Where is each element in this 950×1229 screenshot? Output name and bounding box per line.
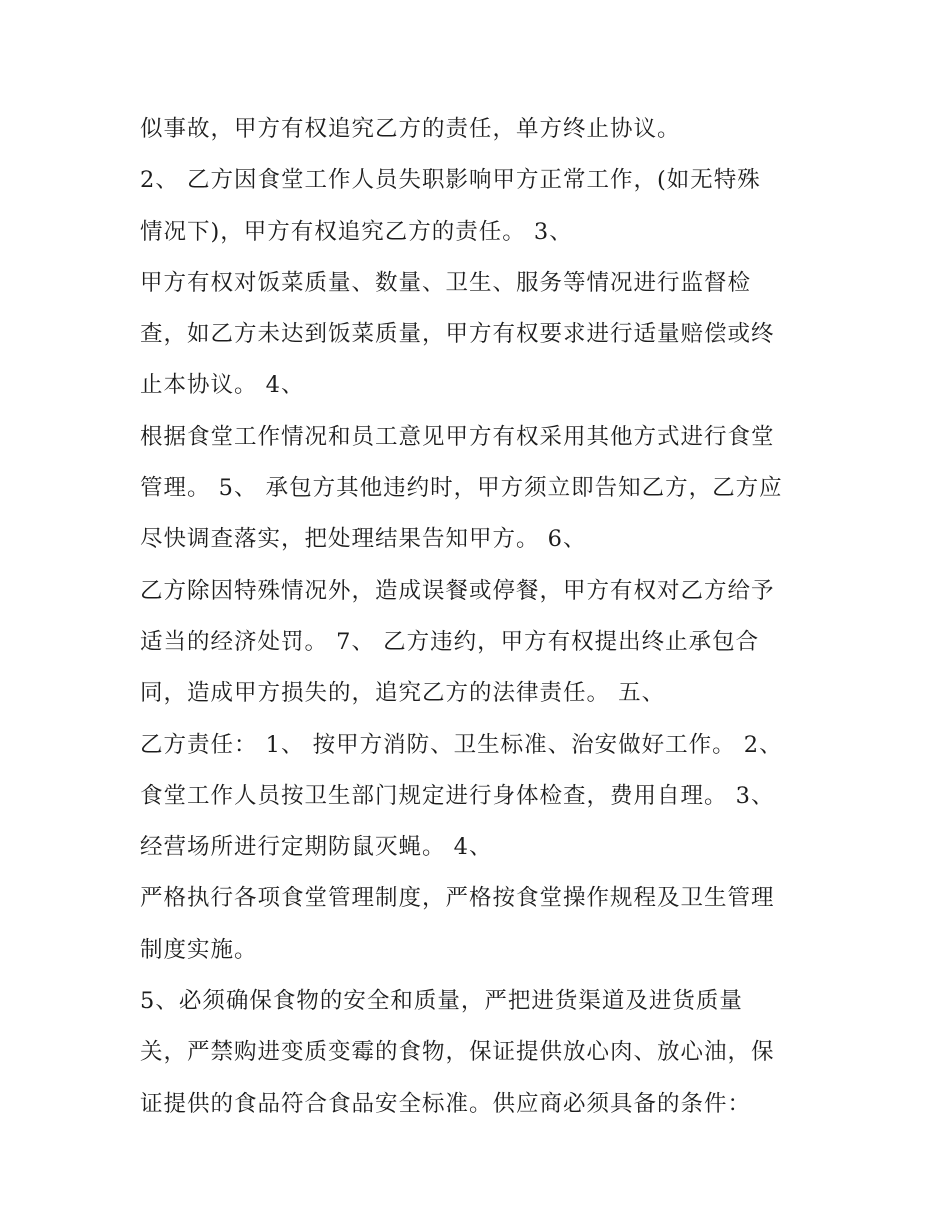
text-line: 同，造成甲方损失的，追究乙方的法律责任。 五、 bbox=[140, 680, 666, 707]
text-line: 查，如乙方未达到饭菜质量，甲方有权要求进行适量赔偿或终 bbox=[140, 321, 775, 348]
text-line: 证提供的食品符合食品安全标准。供应商必须具备的条件： bbox=[140, 1090, 752, 1117]
text-line: 关，严禁购进变质变霉的食物，保证提供放心肉、放心油，保 bbox=[140, 1039, 775, 1066]
text-line: 乙方除因特殊情况外，造成误餐或停餐，甲方有权对乙方给予 bbox=[140, 577, 775, 604]
text-line: 5、必须确保食物的安全和质量，严把进货渠道及进货质量 bbox=[140, 988, 743, 1015]
text-line: 情况下)，甲方有权追究乙方的责任。 3、 bbox=[140, 218, 573, 245]
text-line: 2、 乙方因食堂工作人员失职影响甲方正常工作，(如无特殊 bbox=[140, 167, 761, 194]
text-line: 似事故，甲方有权追究乙方的责任，单方终止协议。 bbox=[140, 116, 681, 142]
text-line: 严格执行各项食堂管理制度，严格按食堂操作规程及卫生管理 bbox=[140, 885, 775, 912]
text-line: 尽快调查落实，把处理结果告知甲方。 6、 bbox=[140, 526, 587, 553]
text-line: 止本协议。 4、 bbox=[140, 372, 305, 399]
text-line: 经营场所进行定期防鼠灭蝇。 4、 bbox=[140, 834, 493, 861]
text-line: 适当的经济处罚。 7、 乙方违约，甲方有权提出终止承包合 bbox=[140, 628, 760, 655]
text-line: 甲方有权对饭菜质量、数量、卫生、服务等情况进行监督检 bbox=[140, 269, 752, 296]
text-line: 制度实施。 bbox=[140, 936, 258, 963]
contract-text-block bbox=[140, 104, 840, 1130]
text-line: 食堂工作人员按卫生部门规定进行身体检查，费用自理。 3、 bbox=[140, 782, 775, 809]
text-line: 根据食堂工作情况和员工意见甲方有权采用其他方式进行食堂 bbox=[140, 423, 775, 450]
text-line: 乙方责任： 1、 按甲方消防、卫生标准、治安做好工作。 2、 bbox=[140, 731, 783, 758]
text-line: 管理。 5、 承包方其他违约时，甲方须立即告知乙方，乙方应 bbox=[140, 475, 783, 502]
